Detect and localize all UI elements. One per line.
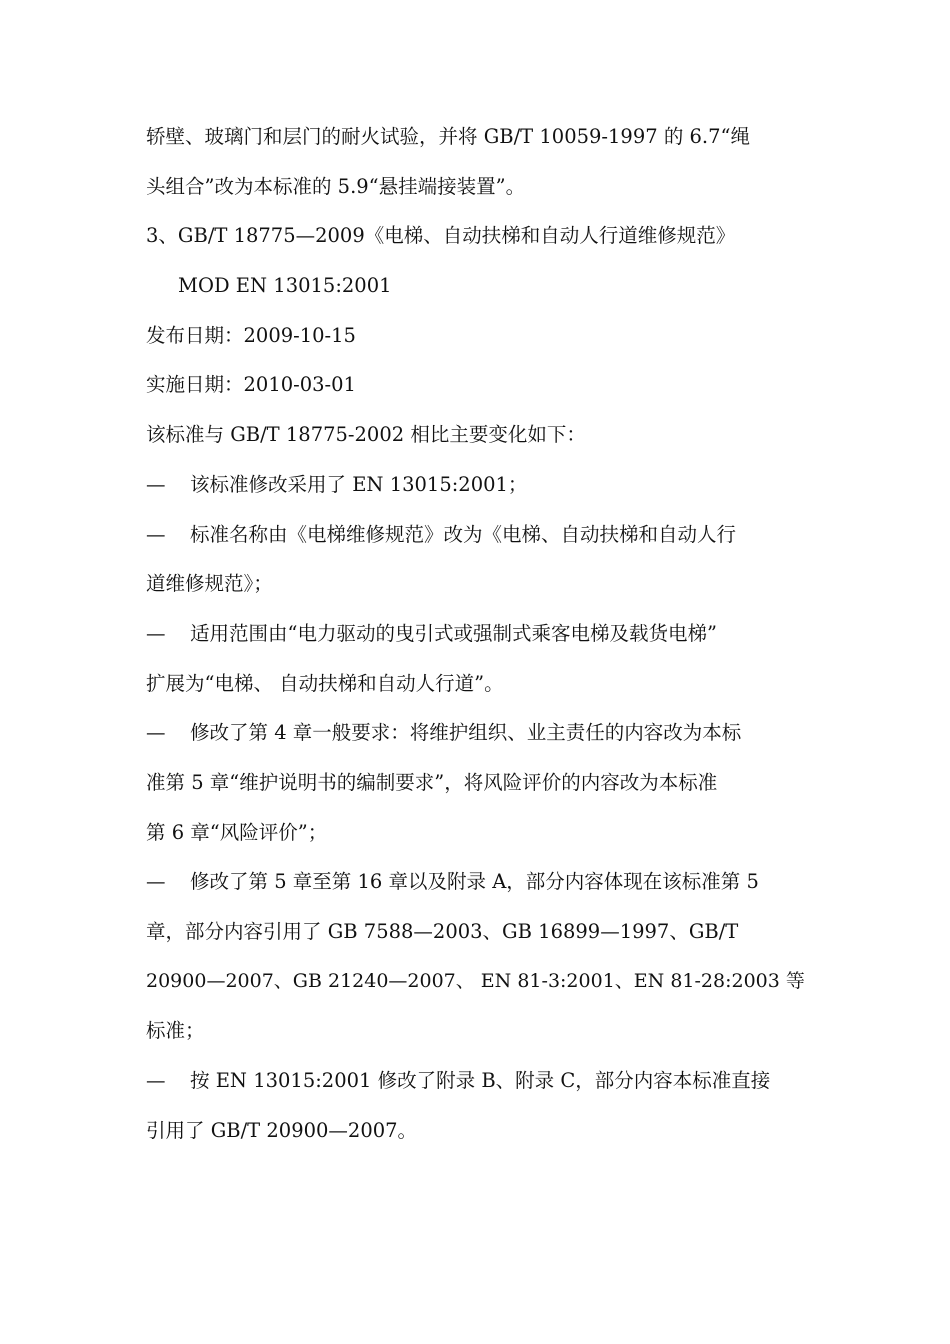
change-item-2-cont: 道维修规范》；	[146, 572, 273, 596]
document-page	[146, 112, 808, 1155]
implement-date: 实施日期：2010-03-01	[146, 373, 356, 397]
change-item-4-cont-2: 第 6 章“风险评价”；	[146, 820, 328, 844]
change-item-3-cont: 扩展为“电梯、 自动扶梯和自动人行道”。	[146, 671, 504, 695]
change-item-4-cont-1: 准第 5 章“维护说明书的编制要求”，将风险评价的内容改为本标准	[146, 770, 718, 794]
section-heading: 3、GB/T 18775—2009《电梯、自动扶梯和自动人行道维修规范》	[146, 224, 736, 248]
dash-marker: —	[146, 870, 166, 894]
change-item-2	[146, 510, 808, 560]
change-item-4-text: 修改了第 4 章一般要求：将维护组织、业主责任的内容改为本标	[190, 721, 742, 745]
text-line-2: 头组合”改为本标准的 5.9“悬挂端接装置”。	[146, 174, 526, 198]
dash-marker: —	[146, 522, 166, 546]
publish-date: 发布日期：2009-10-15	[146, 323, 356, 347]
dash-marker: —	[146, 472, 166, 496]
change-item-1-text: 该标准修改采用了 EN 13015:2001；	[190, 472, 528, 496]
change-item-3-text: 适用范围由“电力驱动的曳引式或强制式乘客电梯及载货电梯”	[190, 621, 717, 645]
change-item-1	[146, 460, 808, 510]
changes-intro: 该标准与 GB/T 18775-2002 相比主要变化如下：	[146, 423, 586, 447]
change-item-6	[146, 1056, 808, 1106]
change-item-5	[146, 857, 808, 907]
change-item-5-cont-1: 章，部分内容引用了 GB 7588—2003、GB 16899—1997、GB/T	[146, 920, 739, 943]
change-item-6-text: 按 EN 13015:2001 修改了附录 B、附录 C，部分内容本标准直接	[190, 1069, 771, 1093]
change-item-5-cont-2: 20900—2007、GB 21240—2007、 EN 81-3:2001、EN 81-28:2003 等	[146, 969, 805, 992]
change-item-3	[146, 609, 808, 659]
change-item-5-text: 修改了第 5 章至第 16 章以及附录 A，部分内容体现在该标准第 5	[190, 870, 759, 894]
change-item-2-text: 标准名称由《电梯维修规范》改为《电梯、自动扶梯和自动人行	[190, 522, 737, 546]
text-line-1: 轿壁、玻璃门和层门的耐火试验，并将 GB/T 10059-1997 的 6.7“绳	[146, 125, 751, 148]
dash-marker: —	[146, 721, 166, 745]
change-item-6-cont: 引用了 GB/T 20900—2007。	[146, 1118, 418, 1142]
change-item-5-cont-3: 标准；	[146, 1019, 205, 1043]
change-item-4	[146, 708, 808, 758]
dash-marker: —	[146, 621, 166, 645]
dash-marker: —	[146, 1069, 166, 1093]
mod-reference: MOD EN 13015:2001	[178, 274, 392, 298]
